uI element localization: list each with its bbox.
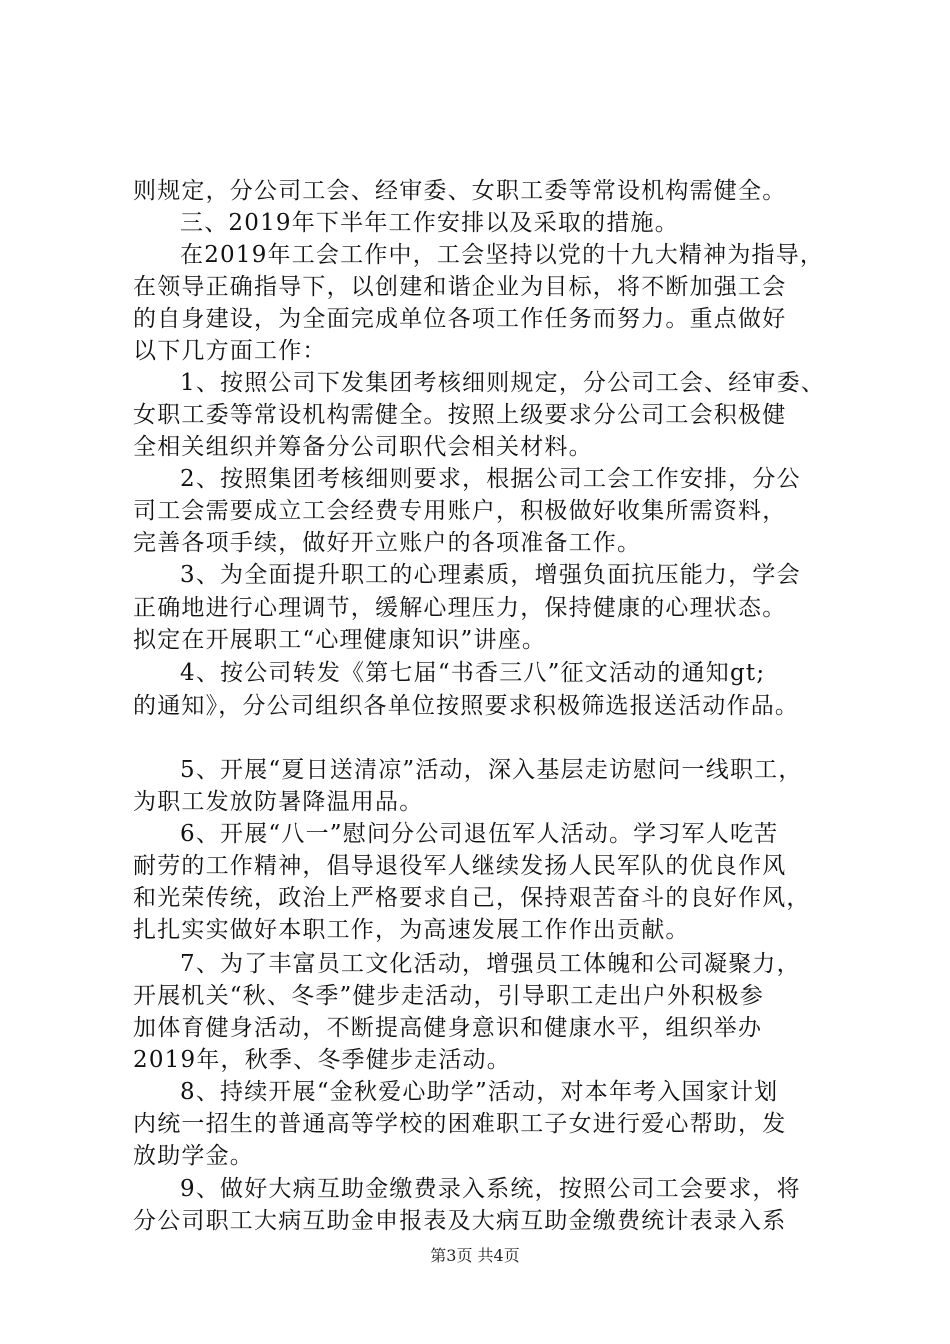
- text-line: 拟定在开展职工“心理健康知识”讲座。: [133, 627, 547, 653]
- text-line: 在领导正确指导下，以创建和谐企业为目标，将不断加强工会: [133, 274, 787, 300]
- text-line: 的自身建设，为全面完成单位各项工作任务而努力。重点做好: [133, 306, 787, 332]
- list-item-3: 3、为全面提升职工的心理素质，增强负面抗压能力，学会: [180, 562, 801, 588]
- text-line: 2019年，秋季、冬季健步走活动。: [133, 1047, 511, 1073]
- list-item-8: 8、持续开展“金秋爱心助学”活动，对本年考入国家计划: [180, 1079, 779, 1105]
- text-line: 扎扎实实做好本职工作，为高速发展工作作出贡献。: [133, 917, 690, 943]
- list-item-2: 2、按照集团考核细则要求，根据公司工会工作安排，分公: [180, 466, 801, 492]
- text-line: 的通知》，分公司组织各单位按照要求积极筛选报送活动作品。: [133, 693, 800, 719]
- list-item-5: 5、开展“夏日送清凉”活动，深入基层走访慰问一线职工，: [180, 757, 803, 783]
- text-line: 完善各项手续，做好开立账户的各项准备工作。: [133, 530, 642, 556]
- list-item-7: 7、为了丰富员工文化活动，增强员工体魄和公司凝聚力，: [180, 951, 801, 977]
- text-line: 内统一招生的普通高等学校的困难职工子女进行爱心帮助，发: [133, 1111, 787, 1137]
- text-line: 全相关组织并筹备分公司职代会相关材料。: [133, 434, 593, 460]
- text-line: 则规定，分公司工会、经审委、女职工委等常设机构需健全。: [133, 178, 787, 204]
- text-line: 和光荣传统，政治上严格要求自己，保持艰苦奋斗的良好作风，: [133, 885, 811, 911]
- list-item-1: 1、按照公司下发集团考核细则规定，分公司工会、经审委、: [180, 370, 826, 396]
- text-line: 放助学金。: [133, 1143, 254, 1169]
- text-line: 分公司职工大病互助金申报表及大病互助金缴费统计表录入系: [133, 1208, 787, 1234]
- text-line: 以下几方面工作：: [133, 338, 327, 364]
- text-line: 为职工发放防暑降温用品。: [133, 789, 424, 815]
- section-heading: 三、2019年下半年工作安排以及采取的措施。: [180, 210, 679, 236]
- text-line: 加体育健身活动，不断提高健身意识和健康水平，组织举办: [133, 1015, 763, 1041]
- text-line: 在2019年工会工作中，工会坚持以党的十九大精神为指导，: [180, 242, 825, 268]
- list-item-9: 9、做好大病互助金缴费录入系统，按照公司工会要求，将: [180, 1176, 801, 1202]
- text-line: 正确地进行心理调节，缓解心理压力，保持健康的心理状态。: [133, 595, 787, 621]
- list-item-6: 6、开展“八一”慰问分公司退伍军人活动。学习军人吃苦: [180, 821, 779, 847]
- page-number: 第3页 共4页: [430, 1246, 520, 1265]
- text-line: 开展机关“秋、冬季”健步走活动，引导职工走出户外积极参: [133, 983, 764, 1009]
- text-line: 女职工委等常设机构需健全。按照上级要求分公司工会积极健: [133, 402, 787, 428]
- text-line: 耐劳的工作精神，倡导退役军人继续发扬人民军队的优良作风: [133, 853, 787, 879]
- list-item-4: 4、按公司转发《第七届“书香三八”征文活动的通知gt;: [180, 660, 766, 686]
- text-line: 司工会需要成立工会经费专用账户，积极做好收集所需资料，: [133, 498, 787, 524]
